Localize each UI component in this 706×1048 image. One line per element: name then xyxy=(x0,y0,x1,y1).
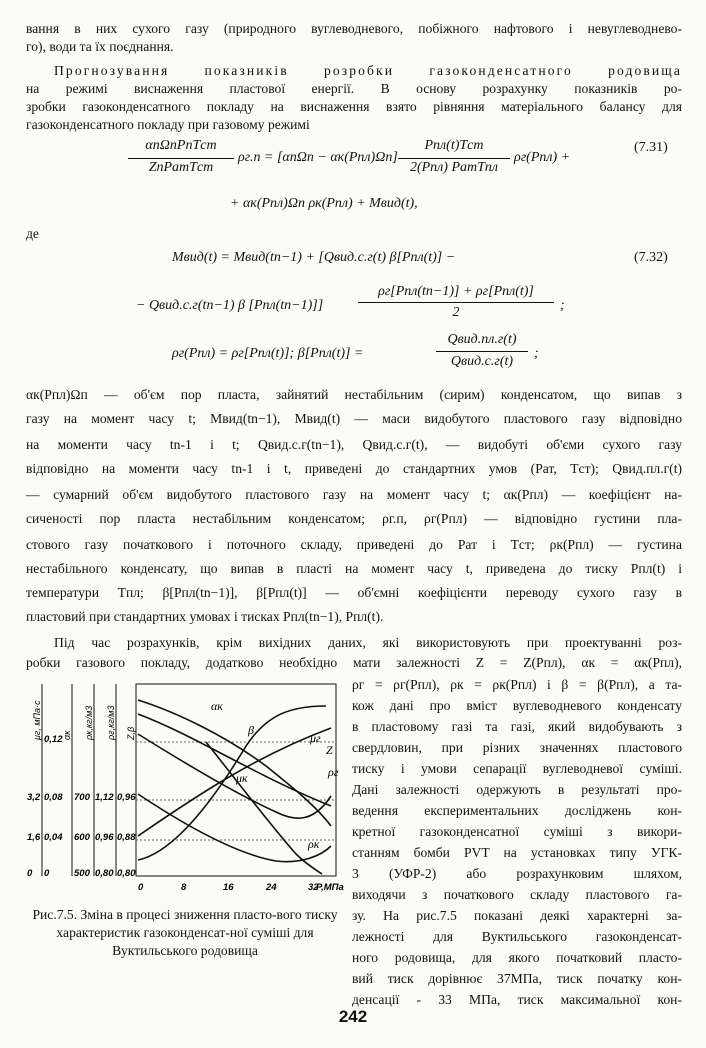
axis-header-2: ρк,кг/м3 xyxy=(84,705,94,740)
curve-rho-k xyxy=(206,742,322,874)
eq732-semicolon-2: ; xyxy=(534,346,539,361)
ytick-rhog-1: 0,96 xyxy=(95,832,114,843)
right-col-line-16: денсації - 33 МПа, тиск максимальної кон- xyxy=(352,992,682,1007)
curve-mu-k xyxy=(138,794,331,862)
eq731-f2-denominator: 2(Pпл) PатTпл xyxy=(409,160,499,175)
defs-line-7: стового газу початкового і поточного складу, приведені до Pат і Tст; ρк(Pпл) — густина xyxy=(26,537,682,552)
curve-label-4: ρг xyxy=(328,765,339,779)
eq732-f-line xyxy=(358,302,554,303)
xtick-2: 16 xyxy=(223,882,234,893)
ytick-zbeta-0: 0,80 xyxy=(117,868,136,879)
ytick-alpha-2: 0,08 xyxy=(44,792,63,803)
curve-label-5: μк xyxy=(236,771,248,785)
curve-z xyxy=(138,734,331,818)
curve-label-2: μг xyxy=(310,731,321,745)
right-col-line-5: тиску і умови сепарації вуглеводневої суміші. xyxy=(352,761,682,776)
xtick-0: 0 xyxy=(138,882,144,893)
xtick-4: 32 xyxy=(308,882,319,893)
curve-label-3: Z xyxy=(326,743,333,757)
right-col-line-12: зу. На рис.7.5 показані деякі характерні за- xyxy=(352,908,682,923)
curve-beta xyxy=(138,700,331,826)
eq731-f2-numerator: Pпл(t)Tст xyxy=(424,138,484,153)
defs-line-1: αк(Pпл)Ωп — об'єм пор пласта, зайнятий нестабільним (сирим) конденсатом, що випав з xyxy=(26,387,682,402)
ytick-mu-0: 0 xyxy=(27,868,33,879)
defs-line-6: сиченості пор пласта нестабільним конденсатом; ρг.п, ρг(Pпл) — відповідно густини пла- xyxy=(26,511,682,526)
x-unit-label: P,МПа xyxy=(316,882,344,893)
figure-caption: Рис.7.5. Зміна в процесі зниження пласто-вого тиску характеристик газоконденсат-ної суміші для Вуктильського родовища xyxy=(32,907,338,958)
defs-line-5: — сумарний об'єм видобутого пластового газу на момент часу t; αк(Pпл) — коефіцієнт на- xyxy=(26,487,682,502)
eq732-f3-numerator: Qвид.пл.г(t) xyxy=(447,332,517,347)
de-word: де xyxy=(26,226,39,241)
ytick-alpha-0: 0 xyxy=(44,868,50,879)
right-col-line-10: 3 (УФР-2) або розрахунковим шляхом, xyxy=(352,866,682,881)
ytick-alpha-1: 0,04 xyxy=(44,832,63,843)
right-col-line-15: вий тиск дорівнює 37МПа, тиск початку кон- xyxy=(352,971,682,986)
section-heading-line-1: Прогнозування показників розробки газоконденсатного родовища xyxy=(54,63,682,78)
ytick-mu-1: 1,6 xyxy=(27,832,41,843)
ytick-alpha-3: 0,12 xyxy=(44,734,63,745)
curve-label-0: αк xyxy=(211,699,223,713)
right-col-line-13: лежності для Вуктильського газоконденсат- xyxy=(352,929,682,944)
ytick-rhok-2: 700 xyxy=(74,792,90,803)
eq731-lhs-fraction-line xyxy=(128,158,234,159)
ytick-rhog-0: 0,80 xyxy=(95,868,114,879)
defs-line-4: відповідно на моменти часу tn-1 і t, приведені до стандартних умов (Pат, Tст); Qвид.пл.г(t) xyxy=(26,461,682,476)
axis-header-0: μг, мПа·с xyxy=(32,700,42,740)
curve-alpha-k xyxy=(138,706,326,860)
right-col-line-14: ного родовища, для якого початковий пласто- xyxy=(352,950,682,965)
right-col-line-6: Дані залежності одержують в результаті про- xyxy=(352,782,682,797)
right-col-line-2: кож дані про вміст вуглеводневого конденсату xyxy=(352,698,682,713)
eq732-number: (7.32) xyxy=(634,250,668,265)
top-line-2: го), води та їх поєднання. xyxy=(26,39,174,54)
defs-line-3: на моменти часу tn-1 і t; Qвид.с.г(tn−1), Qвид.с.г(t), — видобуті об'єми сухого газу xyxy=(26,437,682,452)
right-col-line-8: кретної газоконденсатної суміші з викори- xyxy=(352,824,682,839)
eq732-f-denominator: 2 xyxy=(452,305,460,320)
section-line-3: зробки газоконденсатного покладу на виснаження взято рівняння матеріального балансу для xyxy=(26,99,682,114)
ytick-rhok-1: 600 xyxy=(74,832,90,843)
eq731-lhs-denominator: ZпPатTст xyxy=(148,160,214,175)
eq731-middle: ρг.п = [αпΩп − αк(Pпл)Ωп] xyxy=(238,150,398,165)
top-line-1: вання в них сухого газу (природного вуглеводневого, побіжного нафтового і невуглеводнево- xyxy=(26,21,682,36)
eq731-lhs-numerator: αпΩпPпTст xyxy=(145,138,217,153)
defs-line-2: газу на момент часу t; Mвид(tn−1), Mвид(t) — маси видобутого пластового газу відповідно xyxy=(26,411,682,426)
ytick-rhok-0: 500 xyxy=(74,868,90,879)
eq732-f3-line xyxy=(436,351,528,352)
right-col-line-9: станням бомби PVT на установках типу УГК- xyxy=(352,845,682,860)
ytick-rhog-2: 1,12 xyxy=(95,792,114,803)
ytick-zbeta-1: 0,88 xyxy=(117,832,136,843)
eq731-line-2: + αк(Pпл)Ωп ρк(Pпл) + Mвид(t), xyxy=(230,196,418,211)
defs-line-10: пластовий при стандартних умовах і тисках Pпл(tn−1), Pпл(t). xyxy=(26,609,384,624)
ytick-zbeta-2: 0,96 xyxy=(117,792,136,803)
right-col-line-11: виходячи з початкового складу пластового га- xyxy=(352,887,682,902)
axis-header-4: Z,β xyxy=(126,726,136,740)
ytick-mu-2: 3,2 xyxy=(27,792,41,803)
xtick-1: 8 xyxy=(181,882,187,893)
right-col-line-3: в пластовому газі та газі, який видобувають з xyxy=(352,719,682,734)
curve-label-1: β xyxy=(248,723,254,737)
section-line-4: газоконденсатного покладу при газовому режимі xyxy=(26,117,310,132)
eq732-semicolon: ; xyxy=(560,298,565,313)
right-col-line-7: ведення експериментальних досліджень кон- xyxy=(352,803,682,818)
eq731-number: (7.31) xyxy=(634,140,668,155)
right-col-line-1: ρг = ρг(Pпл), ρк = ρк(Pпл) і β = β(Pпл), а та- xyxy=(352,677,682,692)
defs-line-8: нестабільного конденсату, що випав в пласті на момент часу t, приведена до тиску Pпл(t) і xyxy=(26,561,682,576)
section-line-2: на режимі виснаження пластової енергії. В основу розрахунку показників ро- xyxy=(26,81,682,96)
eq732-line-3: ρг(Pпл) = ρг[Pпл(t)]; β[Pпл(t)] = xyxy=(172,346,364,361)
eq731-tail: ρг(Pпл) + xyxy=(514,150,571,165)
eq732-f-numerator: ρг[Pпл(tn−1)] + ρг[Pпл(t)] xyxy=(378,284,534,299)
xtick-3: 24 xyxy=(266,882,277,893)
eq732-line-1: Mвид(t) = Mвид(tn−1) + [Qвид.с.г(t) β[Pпл(t)] − xyxy=(172,250,456,265)
curve-rho-g xyxy=(138,714,331,806)
eq732-line-2a: − Qвид.с.г(tn−1) β [Pпл(tn−1)]] xyxy=(136,298,324,313)
curve-label-6: ρк xyxy=(308,837,320,851)
right-col-line-4: свердловин, при різних значеннях пластового xyxy=(352,740,682,755)
calc-intro-line-1: Під час розрахунків, крім вихідних даних, які використовують при проектуванні роз- xyxy=(54,635,682,650)
defs-line-9: температури Tпл; β[Pпл(tn−1)], β[Pпл(t)] — об'ємні коефіцієнти переводу сухого газу в xyxy=(26,585,682,600)
calc-intro-line-2: робки газового покладу, додатково необхідно мати залежності Z = Z(Pпл), αк = αк(Pпл), xyxy=(26,655,682,670)
figure-7-5 xyxy=(26,676,344,898)
eq732-f3-denominator: Qвид.с.г(t) xyxy=(450,354,514,369)
page-number: 242 xyxy=(338,1007,368,1026)
axis-header-3: ρг,кг/м3 xyxy=(106,705,116,740)
eq731-f2-line xyxy=(398,158,510,159)
axis-header-1: αк xyxy=(62,730,72,740)
